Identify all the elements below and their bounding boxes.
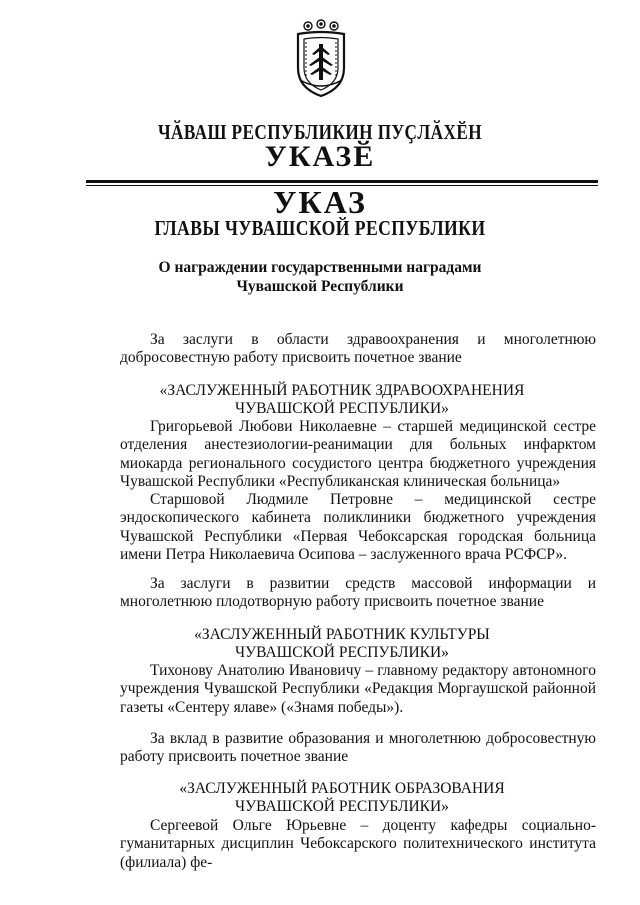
title-culture-line-1: «ЗАСЛУЖЕННЫЙ РАБОТНИК КУЛЬТУРЫ bbox=[194, 626, 490, 643]
intro-health-paragraph: За заслуги в области здравоохранения и многолетнюю добросовестную работу присвоить почетное звание bbox=[120, 331, 596, 367]
awardee-paragraph-2: Старшовой Людмиле Петровне – медицинской сестре эндоскопического кабинета поликлиники бюджетного учреждения Чувашской Республики «Первая Чебоксарская городская больница имени Петра Николаевича Осипова – заслуженного врача РСФСР». bbox=[120, 491, 596, 563]
title-culture bbox=[86, 626, 598, 663]
title-health-line-2: ЧУВАШСКОЙ РЕСПУБЛИКИ» bbox=[235, 400, 449, 418]
intro-education-paragraph: За вклад в развитие образования и многолетнюю добросовестную работу присвоить почетное звание bbox=[120, 730, 596, 766]
title-education bbox=[86, 780, 598, 817]
title-education-line-1: «ЗАСЛУЖЕННЫЙ РАБОТНИК ОБРАЗОВАНИЯ bbox=[179, 780, 505, 797]
title-education-line-2: ЧУВАШСКОЙ РЕСПУБЛИКИ» bbox=[235, 798, 449, 816]
chuvash-header-title: ЧӐВАШ РЕСПУБЛИКИН ПУҪЛӐХӖН bbox=[157, 120, 483, 144]
title-culture-line-2: ЧУВАШСКОЙ РЕСПУБЛИКИ» bbox=[235, 644, 449, 662]
awardee-paragraph-3: Тихонову Анатолию Ивановичу – главному редактору автономного учреждения Чувашской Республики «Редакция Моргаушской районной газеты «Сентеру ялаве» («Знамя победы»). bbox=[120, 662, 596, 716]
decree-subject bbox=[0, 258, 640, 296]
russian-decree-word: УКАЗ bbox=[273, 184, 367, 220]
header-divider-thick bbox=[86, 180, 598, 183]
russian-header-title: ГЛАВЫ ЧУВАШСКОЙ РЕСПУБЛИКИ bbox=[154, 216, 486, 240]
awardee-paragraph-1: Григорьевой Любови Николаевне – старшей медицинской сестре отделения анестезиологии-реанимации для больных инфарктом миокарда регионального сосудистого центра бюджетного учреждения Чувашской Республики «Республиканская клиническая больница» bbox=[120, 418, 596, 490]
awardee-paragraph-4: Сергеевой Ольге Юрьевне – доценту кафедры социально-гуманитарных дисциплин Чебоксарского политехнического института (филиала) фе- bbox=[120, 817, 596, 871]
coat-of-arms-icon bbox=[290, 18, 352, 100]
subject-line-2: Чувашской Республики bbox=[236, 278, 404, 295]
title-health bbox=[86, 382, 598, 419]
title-health-line-1: «ЗАСЛУЖЕННЫЙ РАБОТНИК ЗДРАВООХРАНЕНИЯ bbox=[159, 382, 525, 399]
intro-culture-paragraph: За заслуги в развитии средств массовой информации и многолетнюю плодотворную работу присвоить почетное звание bbox=[120, 575, 596, 611]
chuvash-decree-word: УКАЗӖ bbox=[264, 140, 376, 173]
subject-line-1: О награждении государственными наградами bbox=[158, 259, 482, 276]
